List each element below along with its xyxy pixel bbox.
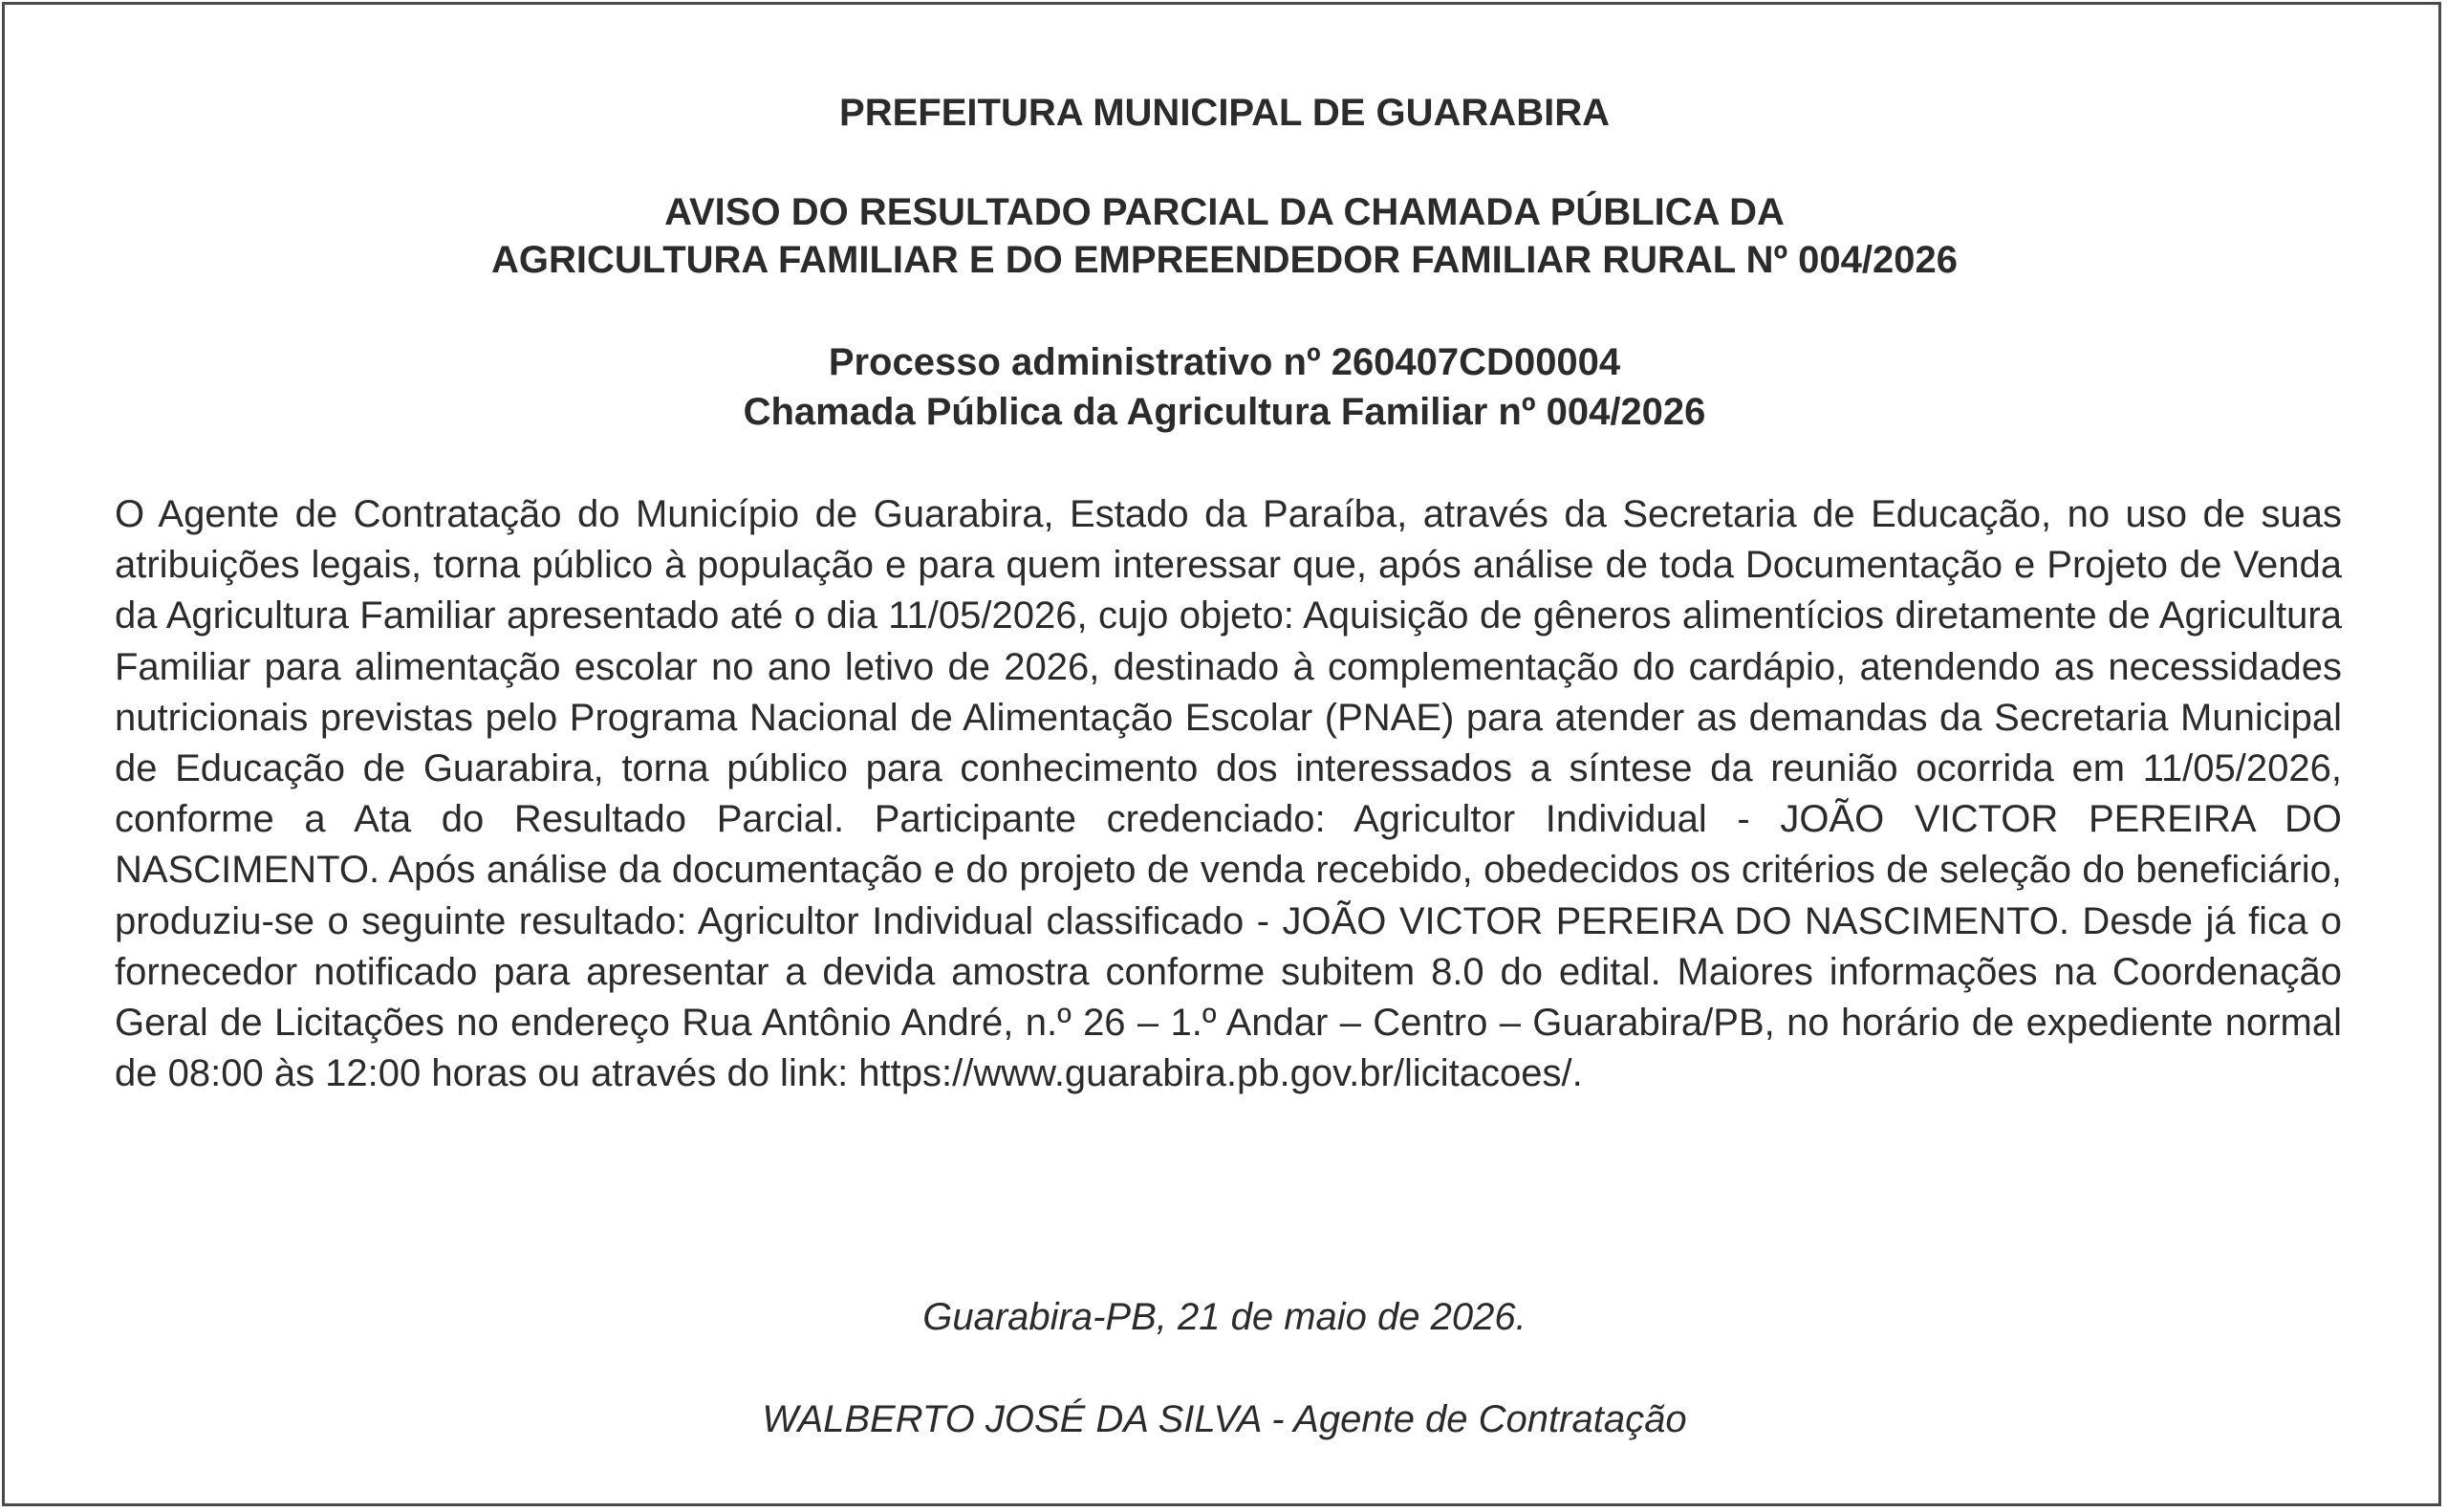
place-date: Guarabira-PB, 21 de maio de 2026.: [922, 1296, 1527, 1338]
public-call-number: Chamada Pública da Agricultura Familiar nº 004/2026: [743, 391, 1706, 433]
organization-heading: PREFEITURA MUNICIPAL DE GUARABIRA: [839, 92, 1610, 134]
notice-body-paragraph: O Agente de Contratação do Município de Guarabira, Estado da Paraíba, através da Secretaria de Educação, no uso de suas atribuições legais, torna público à população e para quem interessar que, após análise de toda Documentação e Projeto de Venda da Agricultura Familiar apresentado até o dia 11/05/2026, cujo objeto: Aquisição de gêneros alimentícios diretamente de Agricultura Familiar para alimentação escolar no ano letivo de 2026, destinado à complementação do cardápio, atendendo as necessidades nutricionais previstas pelo Programa Nacional de Alimentação Escolar (PNAE) para atender as demandas da Secretaria Municipal de Educação de Guarabira, torna público para conhecimento dos interessados a síntese da reunião ocorrida em 11/05/2026, conforme a Ata do Resultado Parcial. Participante credenciado: Agricultor Individual - JOÃO VICTOR PEREIRA DO NASCIMENTO. Após análise da documentação e do projeto de venda recebido, obedecidos os critérios de seleção do beneficiário, produziu-se o seguinte resultado: Agricultor Individual classificado - JOÃO VICTOR PEREIRA DO NASCIMENTO. Desde já fica o fornecedor notificado para apresentar a devida amostra conforme subitem 8.0 do edital. Maiores informações na Coordenação Geral de Licitações no endereço Rua Antônio André, n.º 26 – 1.º Andar – Centro – Guarabira/PB, no horário de expediente normal de 08:00 às 12:00 horas ou através do link: https://www.guarabira.pb.gov.br/licitacoes/.: [115, 493, 2342, 1095]
signatory: WALBERTO JOSÉ DA SILVA - Agente de Contratação: [762, 1398, 1687, 1440]
process-number: Processo administrativo nº 260407CD00004: [828, 341, 1621, 383]
notice-frame: [2, 2, 2441, 1506]
notice-title-line-1: AVISO DO RESULTADO PARCIAL DA CHAMADA PÚBLICA DA: [664, 191, 1785, 233]
notice-title-line-2: AGRICULTURA FAMILIAR E DO EMPREENDEDOR FAMILIAR RURAL Nº 004/2026: [490, 239, 1959, 281]
